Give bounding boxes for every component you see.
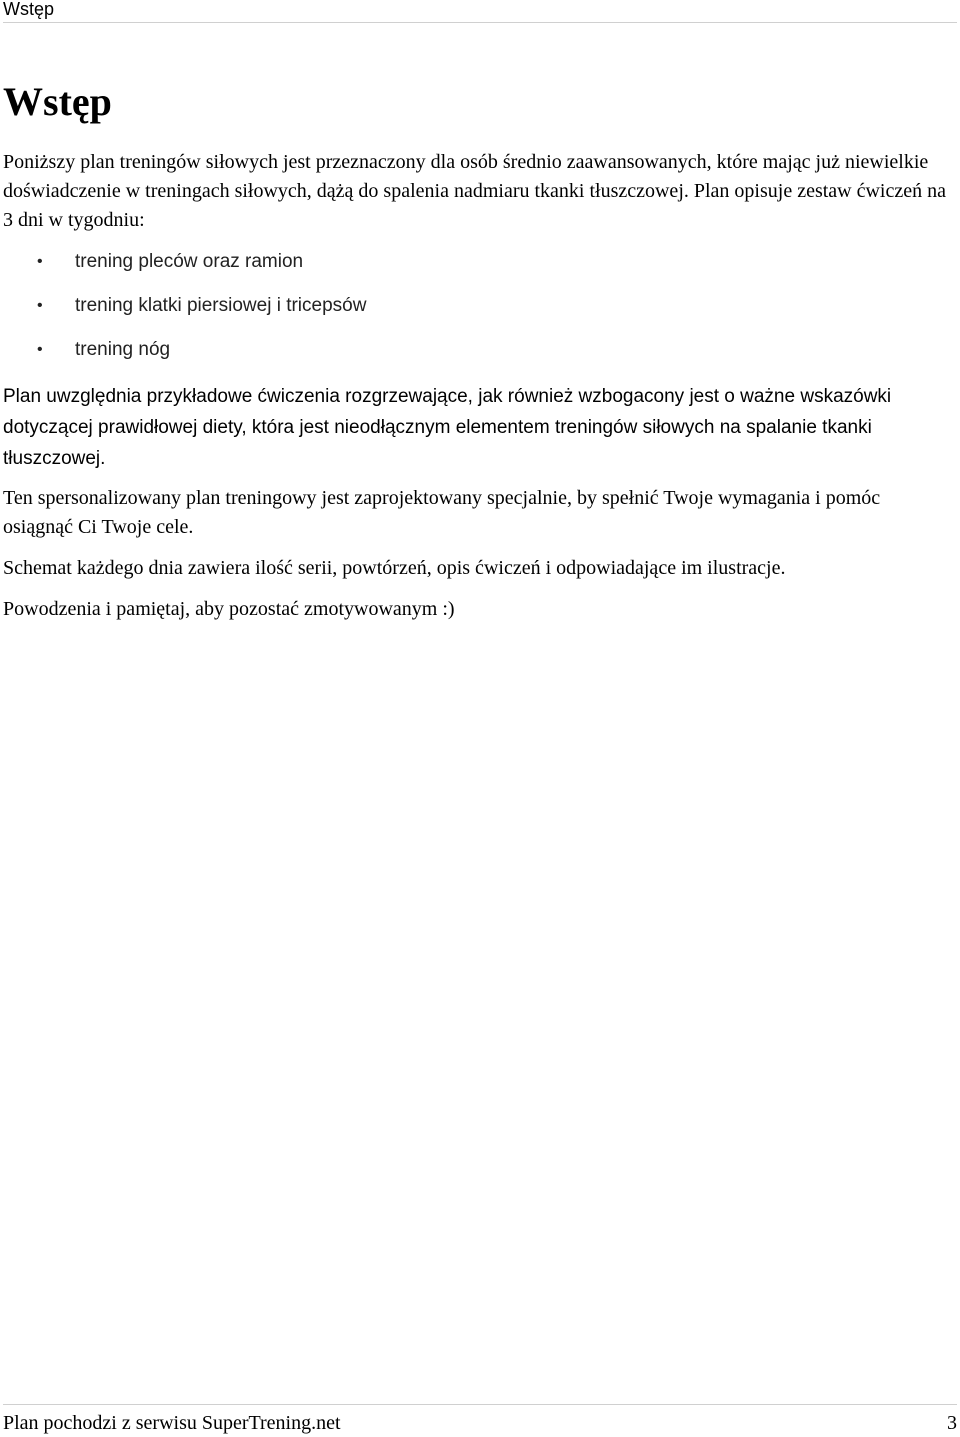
intro-paragraph: Poniższy plan treningów siłowych jest przeznaczony dla osób średnio zaawansowanych, które mając już niewielkie doświadczenie w treningach siłowych, dążą do spalenia nadmiaru tkanki tłuszczowej. Plan opisuje zestaw ćwiczeń na 3 dni w tygodniu: bbox=[3, 151, 946, 231]
footer-source: Plan pochodzi z serwisu SuperTrening.net bbox=[3, 1412, 341, 1434]
closing-paragraph: Powodzenia i pamiętaj, aby pozostać zmotywowanym :) bbox=[3, 598, 455, 620]
page-number: 3 bbox=[947, 1412, 957, 1434]
schema-paragraph: Schemat każdego dnia zawiera ilość serii, powtórzeń, opis ćwiczeń i odpowiadające im ilustracje. bbox=[3, 557, 786, 579]
page-title: Wstęp bbox=[3, 79, 112, 124]
document-body bbox=[3, 76, 953, 624]
list-item bbox=[3, 337, 953, 363]
personalized-paragraph: Ten spersonalizowany plan treningowy jest zaprojektowany specjalnie, by spełnić Twoje wymagania i pomóc osiągnąć Ci Twoje cele. bbox=[3, 487, 881, 538]
page-header bbox=[3, 0, 957, 23]
bullet-icon: • bbox=[37, 341, 43, 358]
list-item-text: trening nóg bbox=[75, 339, 171, 360]
page-footer bbox=[3, 1404, 957, 1437]
training-days-list bbox=[3, 249, 953, 363]
list-item-text: trening klatki piersiowej i tricepsów bbox=[75, 295, 367, 316]
list-item bbox=[3, 249, 953, 275]
running-title: Wstęp bbox=[3, 0, 55, 19]
list-item-text: trening pleców oraz ramion bbox=[75, 251, 304, 272]
bullet-icon: • bbox=[37, 253, 43, 270]
plan-paragraph: Plan uwzględnia przykładowe ćwiczenia rozgrzewające, jak również wzbogacony jest o ważne wskazówki dotyczącej prawidłowej diety, która jest nieodłącznym elementem treningów siłowych na spalanie tkanki tłuszczowej. bbox=[3, 386, 892, 469]
bullet-icon: • bbox=[37, 297, 43, 314]
list-item bbox=[3, 293, 953, 319]
